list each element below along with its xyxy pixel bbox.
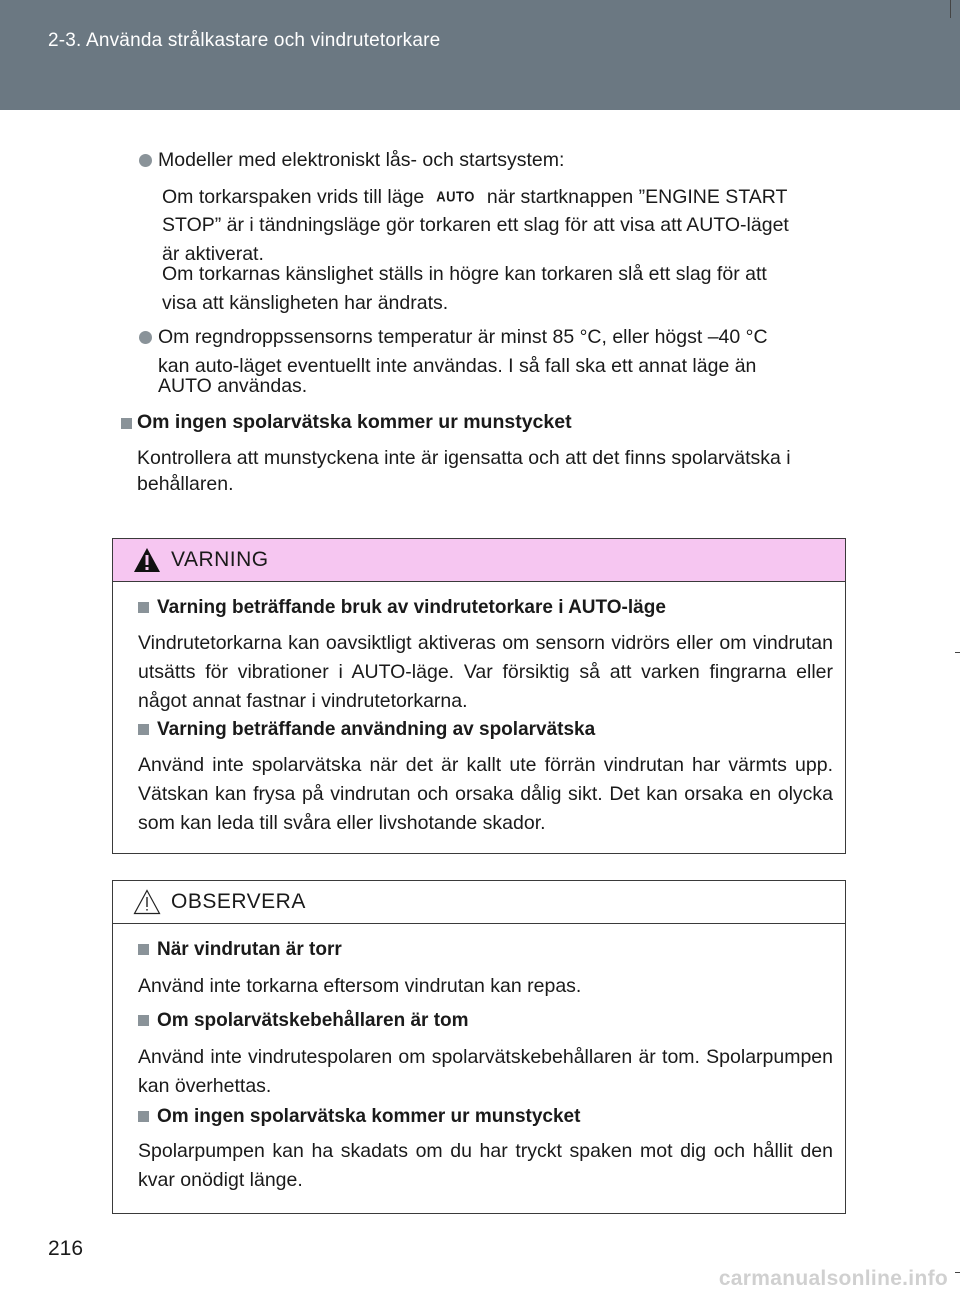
notice-header [113, 881, 845, 924]
bullet1-para2-line2: visa att känsligheten har ändrats. [162, 292, 449, 314]
notice-item1-text: Använd inte torkarna eftersom vindrutan kan repas. [138, 975, 582, 997]
notice-item3-heading-text: Om ingen spolarvätska kommer ur munstycket [157, 1106, 581, 1127]
chapter-title: 2-3. Använda strålkastare och vindrutetorkare [48, 30, 441, 51]
caution-triangle-icon [133, 889, 161, 915]
section-line2: behållaren. [137, 473, 234, 495]
bullet-dot-icon [139, 154, 152, 167]
watermark-logo: carmanualsonline.info [718, 1267, 948, 1290]
bullet1-para1-line3: är aktiverat. [162, 243, 264, 265]
crop-mark-right [955, 652, 960, 653]
square-bullet-icon [138, 602, 149, 613]
crop-mark-top [950, 0, 951, 18]
square-bullet-icon [138, 944, 149, 955]
section-line1: Kontrollera att munstyckena inte är igensatta och att det finns spolarvätska i [137, 447, 791, 469]
warning-item1-heading-text: Varning beträffande bruk av vindrutetorkare i AUTO-läge [157, 597, 666, 618]
square-bullet-icon [138, 1015, 149, 1026]
bullet-dot-icon [139, 331, 152, 344]
auto-mode-icon: AUTO [436, 187, 475, 206]
section-heading: Om ingen spolarvätska kommer ur munstycket [137, 411, 572, 433]
bullet2-line2: kan auto-läget eventuellt inte användas. I så fall ska ett annat läge än [158, 355, 757, 377]
warning-item2-heading [138, 716, 595, 744]
square-bullet-icon [121, 418, 132, 429]
bullet1-para1-line1 [162, 182, 837, 212]
warning-item1-text: Vindrutetorkarna kan oavsiktligt aktiveras om sensorn vidrörs eller om vindrutan utsätts för vibrationer i AUTO-läge. Var försiktig så att varken fingrarna eller något annat fastnar i vindrutetorkarna. [138, 632, 833, 712]
warning-item2-text: Använd inte spolarvätska när det är kallt ute förrän vindrutan har värmts upp. Vätskan kan frysa på vindrutan och orsaka dålig sikt. Det kan orsaka en olycka som kan leda till svåra eller livshotande skador. [138, 754, 833, 834]
square-bullet-icon [138, 1111, 149, 1122]
warning-item1-heading [138, 594, 666, 622]
bullet2-line3: AUTO användas. [158, 375, 308, 397]
bullet1-para1-line2: STOP” är i tändningsläge gör torkaren ett slag för att visa att AUTO-läget [162, 214, 789, 236]
warning-title: VARNING [171, 548, 269, 571]
bullet1-para1-after: när startknappen ”ENGINE START [486, 186, 788, 208]
square-bullet-icon [138, 724, 149, 735]
notice-item2-heading-text: Om spolarvätskebehållaren är tom [157, 1010, 469, 1031]
crop-mark-bottom [955, 1272, 960, 1273]
notice-box [112, 880, 846, 1214]
bullet1-para1-before: Om torkarspaken vrids till läge [162, 186, 425, 208]
warning-triangle-icon [133, 547, 161, 573]
bullet2-line1: Om regndroppssensorns temperatur är minst 85 °C, eller högst –40 °C [158, 326, 768, 348]
bullet1-lead: Modeller med elektroniskt lås- och startsystem: [158, 149, 565, 171]
notice-item2-heading [138, 1007, 469, 1035]
notice-item2-text: Använd inte vindrutespolaren om spolarvätskebehållaren är tom. Spolarpumpen kan överhettas. [138, 1046, 833, 1097]
warning-box [112, 538, 846, 854]
page-number: 216 [48, 1237, 84, 1260]
page-header [0, 0, 960, 110]
notice-item3-text: Spolarpumpen kan ha skadats om du har tryckt spaken mot dig och hållit den kvar onödigt länge. [138, 1140, 833, 1191]
notice-title: OBSERVERA [171, 890, 306, 913]
warning-item2-heading-text: Varning beträffande användning av spolarvätska [157, 719, 596, 740]
warning-header [113, 539, 845, 582]
notice-item1-heading [138, 936, 342, 964]
notice-item3-heading [138, 1103, 580, 1131]
bullet1-para2-line1: Om torkarnas känslighet ställs in högre kan torkaren slå ett slag för att [162, 263, 767, 285]
notice-item1-heading-text: När vindrutan är torr [157, 939, 342, 960]
